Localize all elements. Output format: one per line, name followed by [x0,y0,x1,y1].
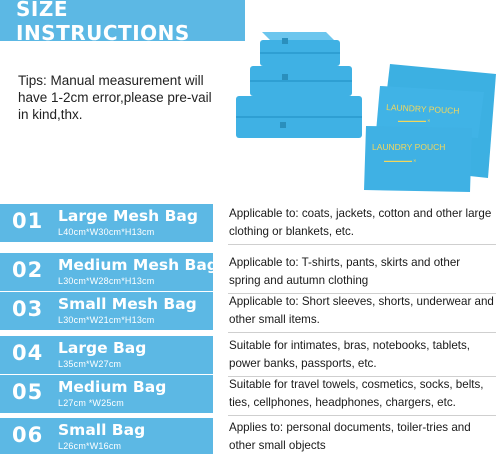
size-label-bar [0,375,213,413]
svg-text:▬▬▬▬▬▬▬ ✕: ▬▬▬▬▬▬▬ ✕ [384,158,417,163]
size-row [0,375,500,413]
size-row [0,204,500,242]
packing-cubes-image [226,28,500,198]
bag-description: Suitable for travel towels, cosmetics, socks, belts, ties, cellphones, headphones, chargers, etc. [229,378,484,409]
bag-dimensions: L26cm*W16cm [58,441,122,451]
large-mesh-cube [236,96,362,138]
size-instructions-banner [0,0,245,45]
row-divider [228,244,496,245]
size-label-bar [0,204,213,242]
size-row [0,336,500,374]
tips-text: Tips: Manual measurement will have 1-2cm error,please pre-vail in kind,thx. [18,73,212,122]
pouch-label: LAUNDRY POUCH [385,102,460,116]
bag-description: Applies to: personal documents, toiler-tries and other small objects [229,421,471,452]
row-divider [228,415,496,416]
bag-name: Medium Mesh Bag [58,256,218,274]
size-row [0,292,500,330]
row-divider [228,332,496,333]
bag-name: Small Bag [58,421,146,439]
bag-dimensions: L30cm*W28cm*H13cm [58,276,155,286]
pouch-label: LAUNDRY POUCH [372,142,446,152]
size-number: 02 [12,258,44,282]
bag-name: Medium Bag [58,378,167,396]
size-row [0,253,500,291]
bag-name: Small Mesh Bag [58,295,197,313]
svg-text:▬▬▬▬▬▬▬ ✕: ▬▬▬▬▬▬▬ ✕ [398,118,431,123]
bag-description: Applicable to: Short sleeves, shorts, underwear and other small items. [229,295,494,326]
bag-description: Applicable to: T-shirts, pants, skirts and other spring and autumn clothing [229,256,461,287]
size-number: 03 [12,297,44,321]
bag-dimensions: L40cm*W30cm*H13cm [58,227,155,237]
banner-title: SIZE INSTRUCTIONS [16,0,190,45]
medium-mesh-cube [250,66,352,96]
size-number: 05 [12,380,44,404]
size-label-bar [0,292,213,330]
bag-name: Large Mesh Bag [58,207,198,225]
size-label-bar [0,336,213,374]
bag-description: Applicable to: coats, jackets, cotton and other large clothing or blankets, etc. [229,207,492,238]
bag-dimensions: L35cm*W27cm [58,359,122,369]
bag-description: Suitable for intimates, bras, notebooks, tablets, power banks, passports, etc. [229,339,471,370]
large-laundry-pouch [364,126,472,192]
size-row [0,418,500,454]
size-label-bar [0,418,213,454]
size-label-bar [0,253,218,291]
bag-dimensions: L27cm *W25cm [58,398,124,408]
size-number: 01 [12,209,44,233]
bag-dimensions: L30cm*W21cm*H13cm [58,315,155,325]
size-number: 04 [12,341,44,365]
small-mesh-cube [260,32,340,66]
size-number: 06 [12,423,44,447]
bag-name: Large Bag [58,339,147,357]
